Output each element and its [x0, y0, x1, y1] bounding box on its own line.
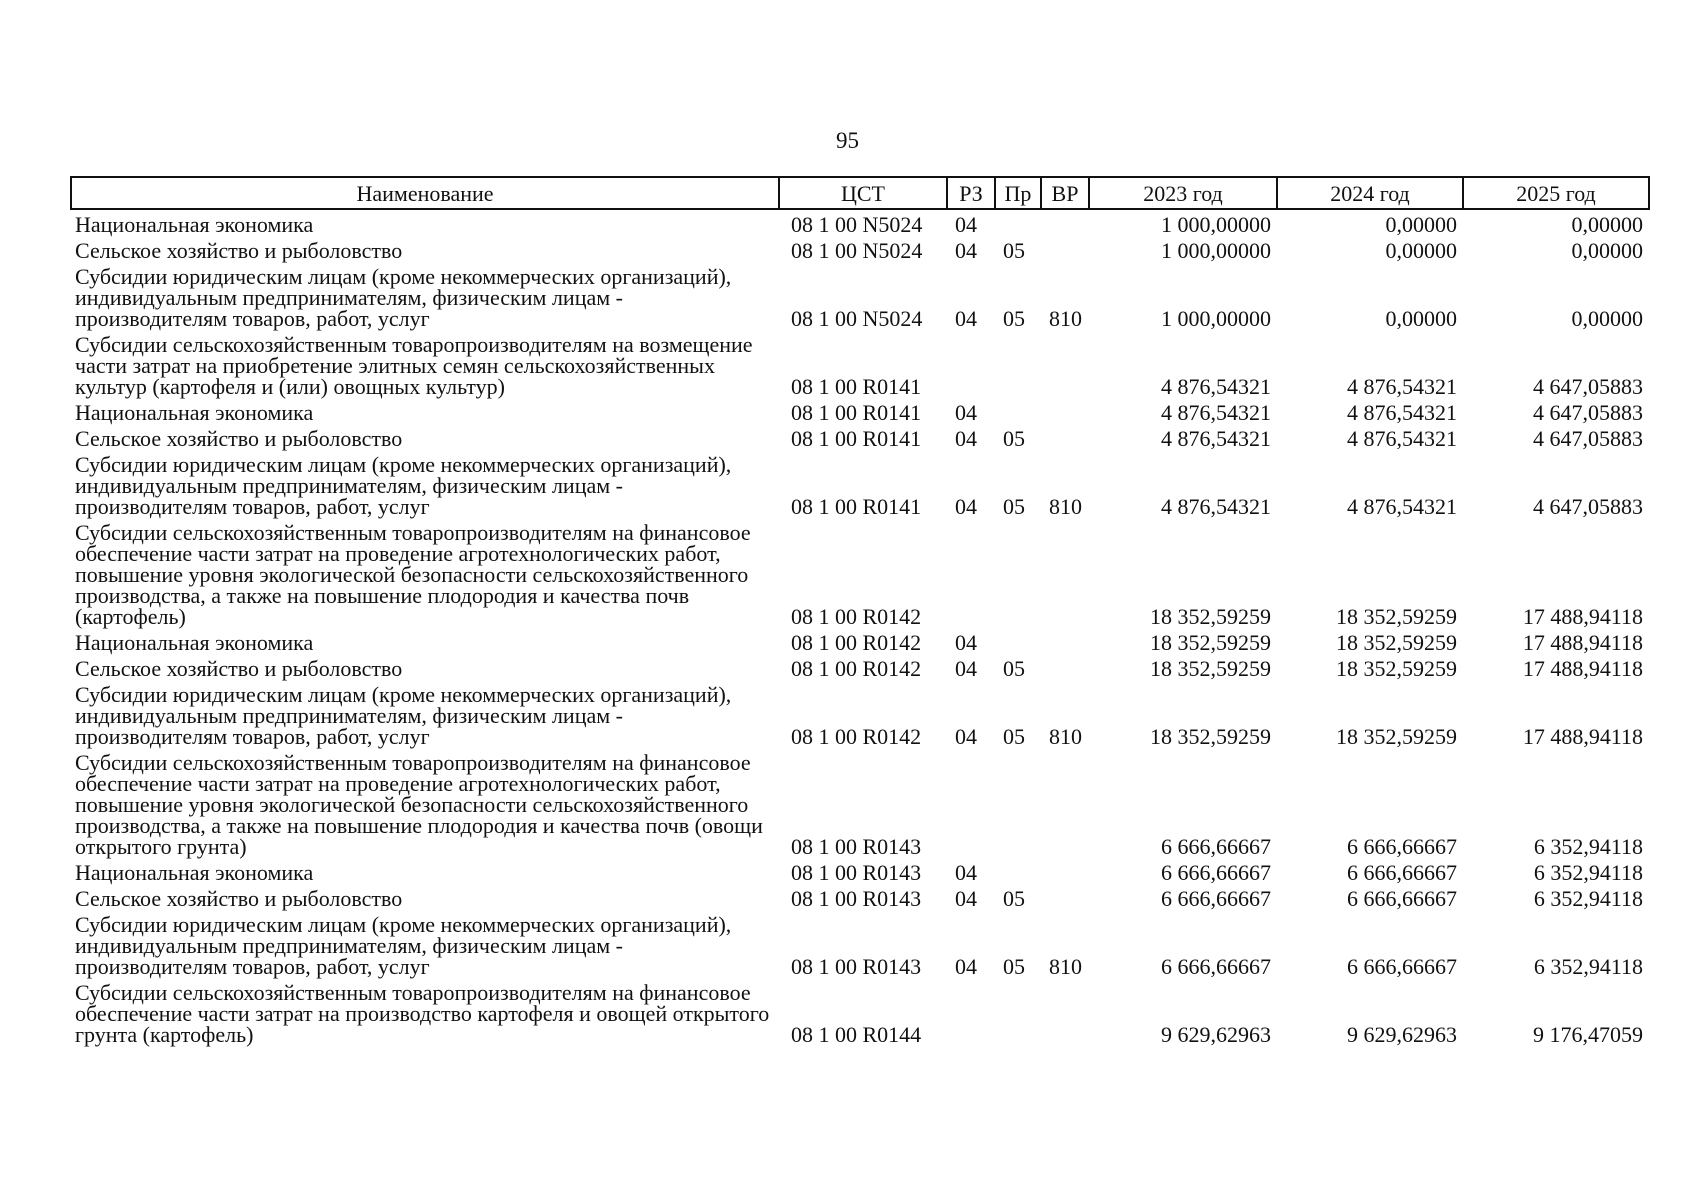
cell-vr — [1041, 426, 1089, 452]
cell-rz: 04 — [955, 954, 977, 979]
cell-cst: 08 1 00 N5024 — [791, 238, 923, 263]
cell-cst: 08 1 00 R0144 — [791, 1022, 922, 1047]
cell-name: Национальная экономика — [75, 630, 314, 655]
cell-vr: 810 — [1049, 306, 1082, 331]
cell-y2023: 18 352,59259 — [1150, 630, 1271, 655]
cell-rz: 04 — [955, 860, 977, 885]
cell-pr: 05 — [1003, 494, 1025, 519]
cell-y2025: 4 647,05883 — [1533, 426, 1643, 451]
cell-name: Субсидии юридическим лицам (кроме некоммерческих организаций), индивидуальным предпринимателям, физическим лицам - производителям товаров, работ, услуг — [75, 682, 732, 749]
table-row — [71, 520, 1649, 630]
cell-vr — [1041, 860, 1089, 886]
cell-y2024: 4 876,54321 — [1347, 494, 1457, 519]
cell-vr: 810 — [1049, 954, 1082, 979]
header-pr: Пр — [995, 177, 1041, 209]
cell-rz — [947, 750, 995, 860]
cell-vr: 810 — [1049, 494, 1082, 519]
cell-y2023: 6 666,66667 — [1161, 834, 1271, 859]
cell-y2025: 9 176,47059 — [1533, 1022, 1643, 1047]
cell-cst: 08 1 00 R0142 — [791, 724, 922, 749]
cell-name: Субсидии сельскохозяйственным товаропроизводителям на финансовое обеспечение части затрат на проведение агротехнологических работ, повышение уровня экологической безопасности сельскохозяйственного производства, а также на повышение плодородия и качества почв (овощи открытого грунта) — [75, 750, 763, 859]
table-body — [71, 209, 1649, 1048]
cell-y2025: 6 352,94118 — [1533, 886, 1643, 911]
cell-y2023: 4 876,54321 — [1161, 374, 1271, 399]
cell-rz — [947, 520, 995, 630]
cell-cst: 08 1 00 R0143 — [791, 860, 922, 885]
cell-cst: 08 1 00 R0141 — [791, 374, 922, 399]
table-row — [71, 209, 1649, 238]
cell-vr — [1041, 209, 1089, 238]
cell-rz: 04 — [955, 306, 977, 331]
table-row — [71, 912, 1649, 980]
header-2024: 2024 год — [1277, 177, 1463, 209]
cell-pr — [995, 980, 1041, 1048]
table-row — [71, 400, 1649, 426]
cell-name: Субсидии сельскохозяйственным товаропроизводителям на возмещение части затрат на приобретение элитных семян сельскохозяйственных культур (картофеля и (или) овощных культур) — [75, 332, 753, 399]
cell-cst: 08 1 00 R0142 — [791, 630, 922, 655]
cell-y2023: 1 000,00000 — [1161, 212, 1271, 237]
cell-cst: 08 1 00 R0142 — [791, 604, 922, 629]
cell-name: Национальная экономика — [75, 400, 314, 425]
table-row — [71, 452, 1649, 520]
cell-y2024: 18 352,59259 — [1336, 656, 1457, 681]
header-cst: ЦСТ — [779, 177, 947, 209]
cell-y2024: 4 876,54321 — [1347, 400, 1457, 425]
cell-pr: 05 — [1003, 954, 1025, 979]
cell-rz: 04 — [955, 724, 977, 749]
cell-pr: 05 — [1003, 306, 1025, 331]
cell-name: Субсидии юридическим лицам (кроме некоммерческих организаций), индивидуальным предпринимателям, физическим лицам - производителям товаров, работ, услуг — [75, 912, 732, 979]
cell-rz: 04 — [955, 630, 977, 655]
cell-vr — [1041, 656, 1089, 682]
cell-y2023: 6 666,66667 — [1161, 886, 1271, 911]
page-number: 95 — [836, 128, 859, 153]
table-row — [71, 630, 1649, 656]
cell-cst: 08 1 00 R0143 — [791, 886, 922, 911]
cell-y2025: 17 488,94118 — [1522, 630, 1643, 655]
table-row — [71, 860, 1649, 886]
cell-name: Субсидии юридическим лицам (кроме некоммерческих организаций), индивидуальным предпринимателям, физическим лицам - производителям товаров, работ, услуг — [75, 452, 732, 519]
cell-y2023: 9 629,62963 — [1161, 1022, 1271, 1047]
cell-y2025: 0,00000 — [1571, 306, 1643, 331]
cell-rz — [947, 332, 995, 400]
cell-pr — [995, 520, 1041, 630]
cell-name: Сельское хозяйство и рыболовство — [75, 886, 403, 911]
cell-y2024: 6 666,66667 — [1347, 954, 1457, 979]
cell-pr: 05 — [1003, 656, 1025, 681]
cell-y2023: 4 876,54321 — [1161, 400, 1271, 425]
cell-cst: 08 1 00 N5024 — [791, 306, 923, 331]
cell-y2024: 6 666,66667 — [1347, 886, 1457, 911]
cell-y2025: 17 488,94118 — [1522, 656, 1643, 681]
cell-y2025: 0,00000 — [1571, 238, 1643, 263]
cell-y2023: 4 876,54321 — [1161, 426, 1271, 451]
cell-pr — [995, 750, 1041, 860]
cell-vr — [1041, 630, 1089, 656]
table-row — [71, 682, 1649, 750]
cell-cst: 08 1 00 R0141 — [791, 400, 922, 425]
cell-y2023: 18 352,59259 — [1150, 724, 1271, 749]
cell-pr — [995, 630, 1041, 656]
cell-y2025: 6 352,94118 — [1533, 860, 1643, 885]
table-row — [71, 238, 1649, 264]
cell-y2024: 4 876,54321 — [1347, 426, 1457, 451]
cell-y2024: 4 876,54321 — [1347, 374, 1457, 399]
cell-cst: 08 1 00 R0143 — [791, 954, 922, 979]
cell-name: Национальная экономика — [75, 212, 314, 237]
cell-cst: 08 1 00 R0141 — [791, 494, 922, 519]
cell-vr — [1041, 520, 1089, 630]
cell-y2023: 18 352,59259 — [1150, 604, 1271, 629]
cell-y2023: 18 352,59259 — [1150, 656, 1271, 681]
header-2023: 2023 год — [1089, 177, 1277, 209]
table-row — [71, 886, 1649, 912]
cell-y2025: 4 647,05883 — [1533, 494, 1643, 519]
cell-cst: 08 1 00 R0142 — [791, 656, 922, 681]
cell-pr: 05 — [1003, 886, 1025, 911]
cell-y2023: 1 000,00000 — [1161, 238, 1271, 263]
cell-y2025: 17 488,94118 — [1522, 724, 1643, 749]
cell-y2023: 6 666,66667 — [1161, 954, 1271, 979]
cell-rz: 04 — [955, 494, 977, 519]
cell-y2025: 0,00000 — [1571, 212, 1643, 237]
cell-pr — [995, 400, 1041, 426]
cell-pr: 05 — [1003, 724, 1025, 749]
cell-rz: 04 — [955, 212, 977, 237]
cell-vr — [1041, 750, 1089, 860]
cell-vr — [1041, 332, 1089, 400]
cell-name: Субсидии юридическим лицам (кроме некоммерческих организаций), индивидуальным предпринимателям, физическим лицам - производителям товаров, работ, услуг — [75, 264, 732, 331]
cell-y2023: 4 876,54321 — [1161, 494, 1271, 519]
table-header — [71, 177, 1649, 209]
cell-rz: 04 — [955, 656, 977, 681]
cell-name: Сельское хозяйство и рыболовство — [75, 238, 403, 263]
cell-y2024: 0,00000 — [1385, 212, 1457, 237]
cell-rz: 04 — [955, 426, 977, 451]
header-name: Наименование — [71, 177, 779, 209]
cell-name: Национальная экономика — [75, 860, 314, 885]
cell-y2024: 0,00000 — [1385, 306, 1457, 331]
header-rz: РЗ — [947, 177, 995, 209]
cell-rz: 04 — [955, 886, 977, 911]
cell-y2024: 18 352,59259 — [1336, 604, 1457, 629]
cell-vr — [1041, 400, 1089, 426]
table-row — [71, 750, 1649, 860]
cell-y2024: 18 352,59259 — [1336, 724, 1457, 749]
cell-name: Сельское хозяйство и рыболовство — [75, 426, 403, 451]
cell-rz — [947, 980, 995, 1048]
cell-y2024: 0,00000 — [1385, 238, 1457, 263]
cell-name: Субсидии сельскохозяйственным товаропроизводителям на финансовое обеспечение части затрат на производство картофеля и овощей открытого грунта (картофель) — [75, 980, 770, 1047]
cell-y2024: 6 666,66667 — [1347, 834, 1457, 859]
table-row — [71, 332, 1649, 400]
cell-y2025: 4 647,05883 — [1533, 400, 1643, 425]
cell-vr — [1041, 886, 1089, 912]
cell-vr: 810 — [1049, 724, 1082, 749]
cell-vr — [1041, 980, 1089, 1048]
cell-y2025: 4 647,05883 — [1533, 374, 1643, 399]
table-row — [71, 656, 1649, 682]
cell-cst: 08 1 00 R0143 — [791, 834, 922, 859]
cell-name: Субсидии сельскохозяйственным товаропроизводителям на финансовое обеспечение части затрат на проведение агротехнологических работ, повышение уровня экологической безопасности сельскохозяйственного производства, а также на повышение плодородия и качества почв (картофель) — [75, 520, 751, 629]
cell-cst: 08 1 00 N5024 — [791, 212, 923, 237]
cell-y2025: 6 352,94118 — [1533, 954, 1643, 979]
cell-name: Сельское хозяйство и рыболовство — [75, 656, 403, 681]
table-row — [71, 980, 1649, 1048]
cell-y2024: 9 629,62963 — [1347, 1022, 1457, 1047]
cell-pr: 05 — [1003, 238, 1025, 263]
cell-rz: 04 — [955, 400, 977, 425]
cell-pr — [995, 860, 1041, 886]
cell-y2024: 6 666,66667 — [1347, 860, 1457, 885]
cell-y2024: 18 352,59259 — [1336, 630, 1457, 655]
table-row — [71, 426, 1649, 452]
cell-y2023: 6 666,66667 — [1161, 860, 1271, 885]
budget-table — [70, 176, 1650, 1048]
cell-vr — [1041, 238, 1089, 264]
table-row — [71, 264, 1649, 332]
cell-pr — [995, 209, 1041, 238]
cell-pr: 05 — [1003, 426, 1025, 451]
cell-pr — [995, 332, 1041, 400]
cell-cst: 08 1 00 R0141 — [791, 426, 922, 451]
header-vr: ВР — [1041, 177, 1089, 209]
cell-y2023: 1 000,00000 — [1161, 306, 1271, 331]
cell-rz: 04 — [955, 238, 977, 263]
cell-y2025: 17 488,94118 — [1522, 604, 1643, 629]
header-2025: 2025 год — [1463, 177, 1649, 209]
cell-y2025: 6 352,94118 — [1533, 834, 1643, 859]
